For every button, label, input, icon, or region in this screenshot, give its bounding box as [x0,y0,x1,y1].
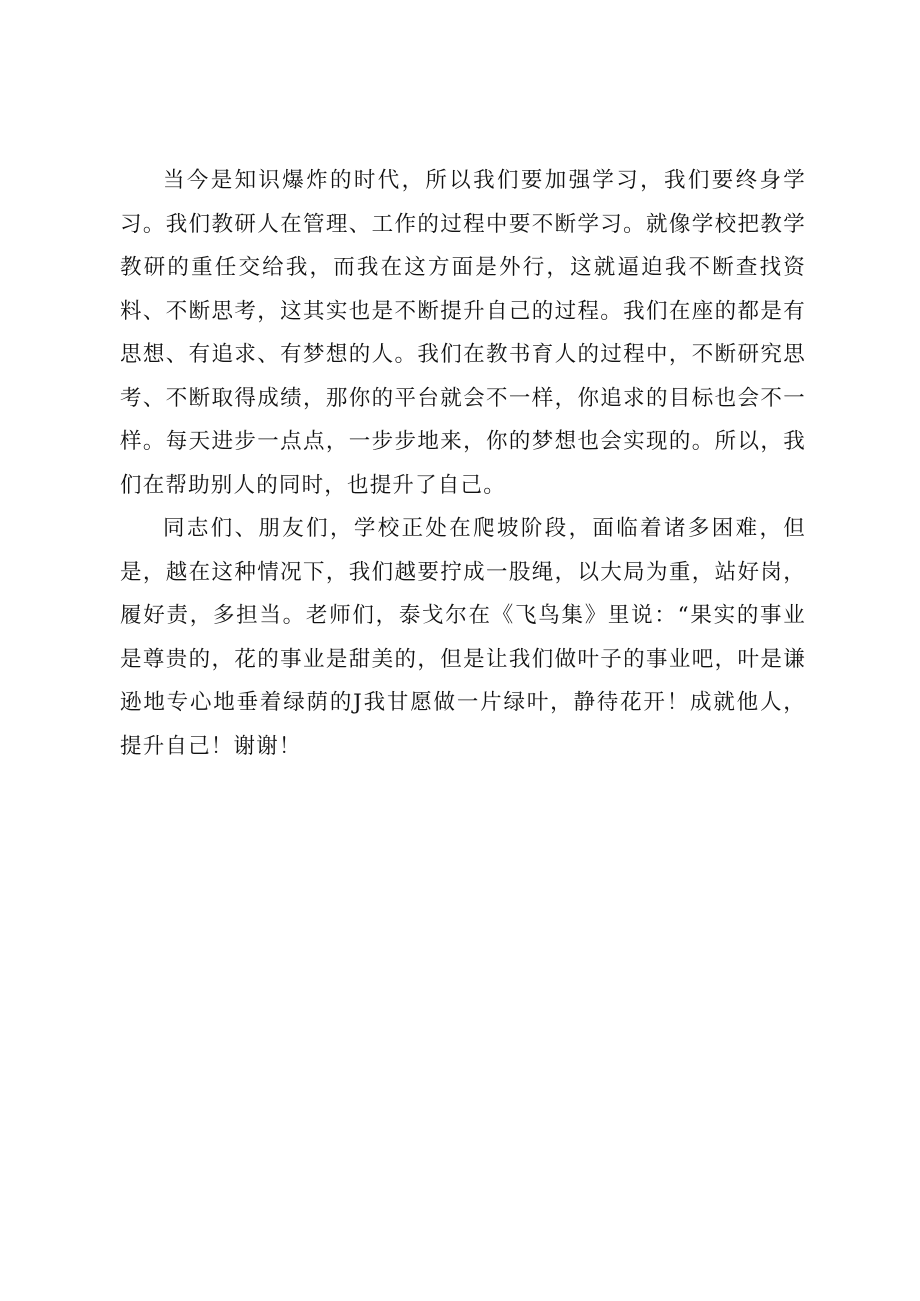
paragraph-1: 当今是知识爆炸的时代，所以我们要加强学习，我们要终身学习。我们教研人在管理、工作的过程中要不断学习。就像学校把教学教研的重任交给我，而我在这方面是外行，这就逼迫我不断查找资料、不断思考，这其实也是不断提升自己的过程。我们在座的都是有思想、有追求、有梦想的人。我们在教书育人的过程中，不断研究思考、不断取得成绩，那你的平台就会不一样，你追求的目标也会不一样。每天进步一点点，一步步地来，你的梦想也会实现的。所以，我们在帮助别人的同时，也提升了自己。 [120,168,806,498]
body-text [120,159,806,768]
paragraph-2: 同志们、朋友们，学校正处在爬坡阶段，面临着诸多困难，但是，越在这种情况下，我们越要拧成一股绳，以大局为重，站好岗，履好责，多担当。老师们，泰戈尔在《飞鸟集》里说：“果实的事业是尊贵的，花的事业是甜美的，但是让我们做叶子的事业吧，叶是谦逊地专心地垂着绿荫的J我甘愿做一片绿叶，静待花开！成就他人，提升自己！谢谢！ [120,516,806,759]
